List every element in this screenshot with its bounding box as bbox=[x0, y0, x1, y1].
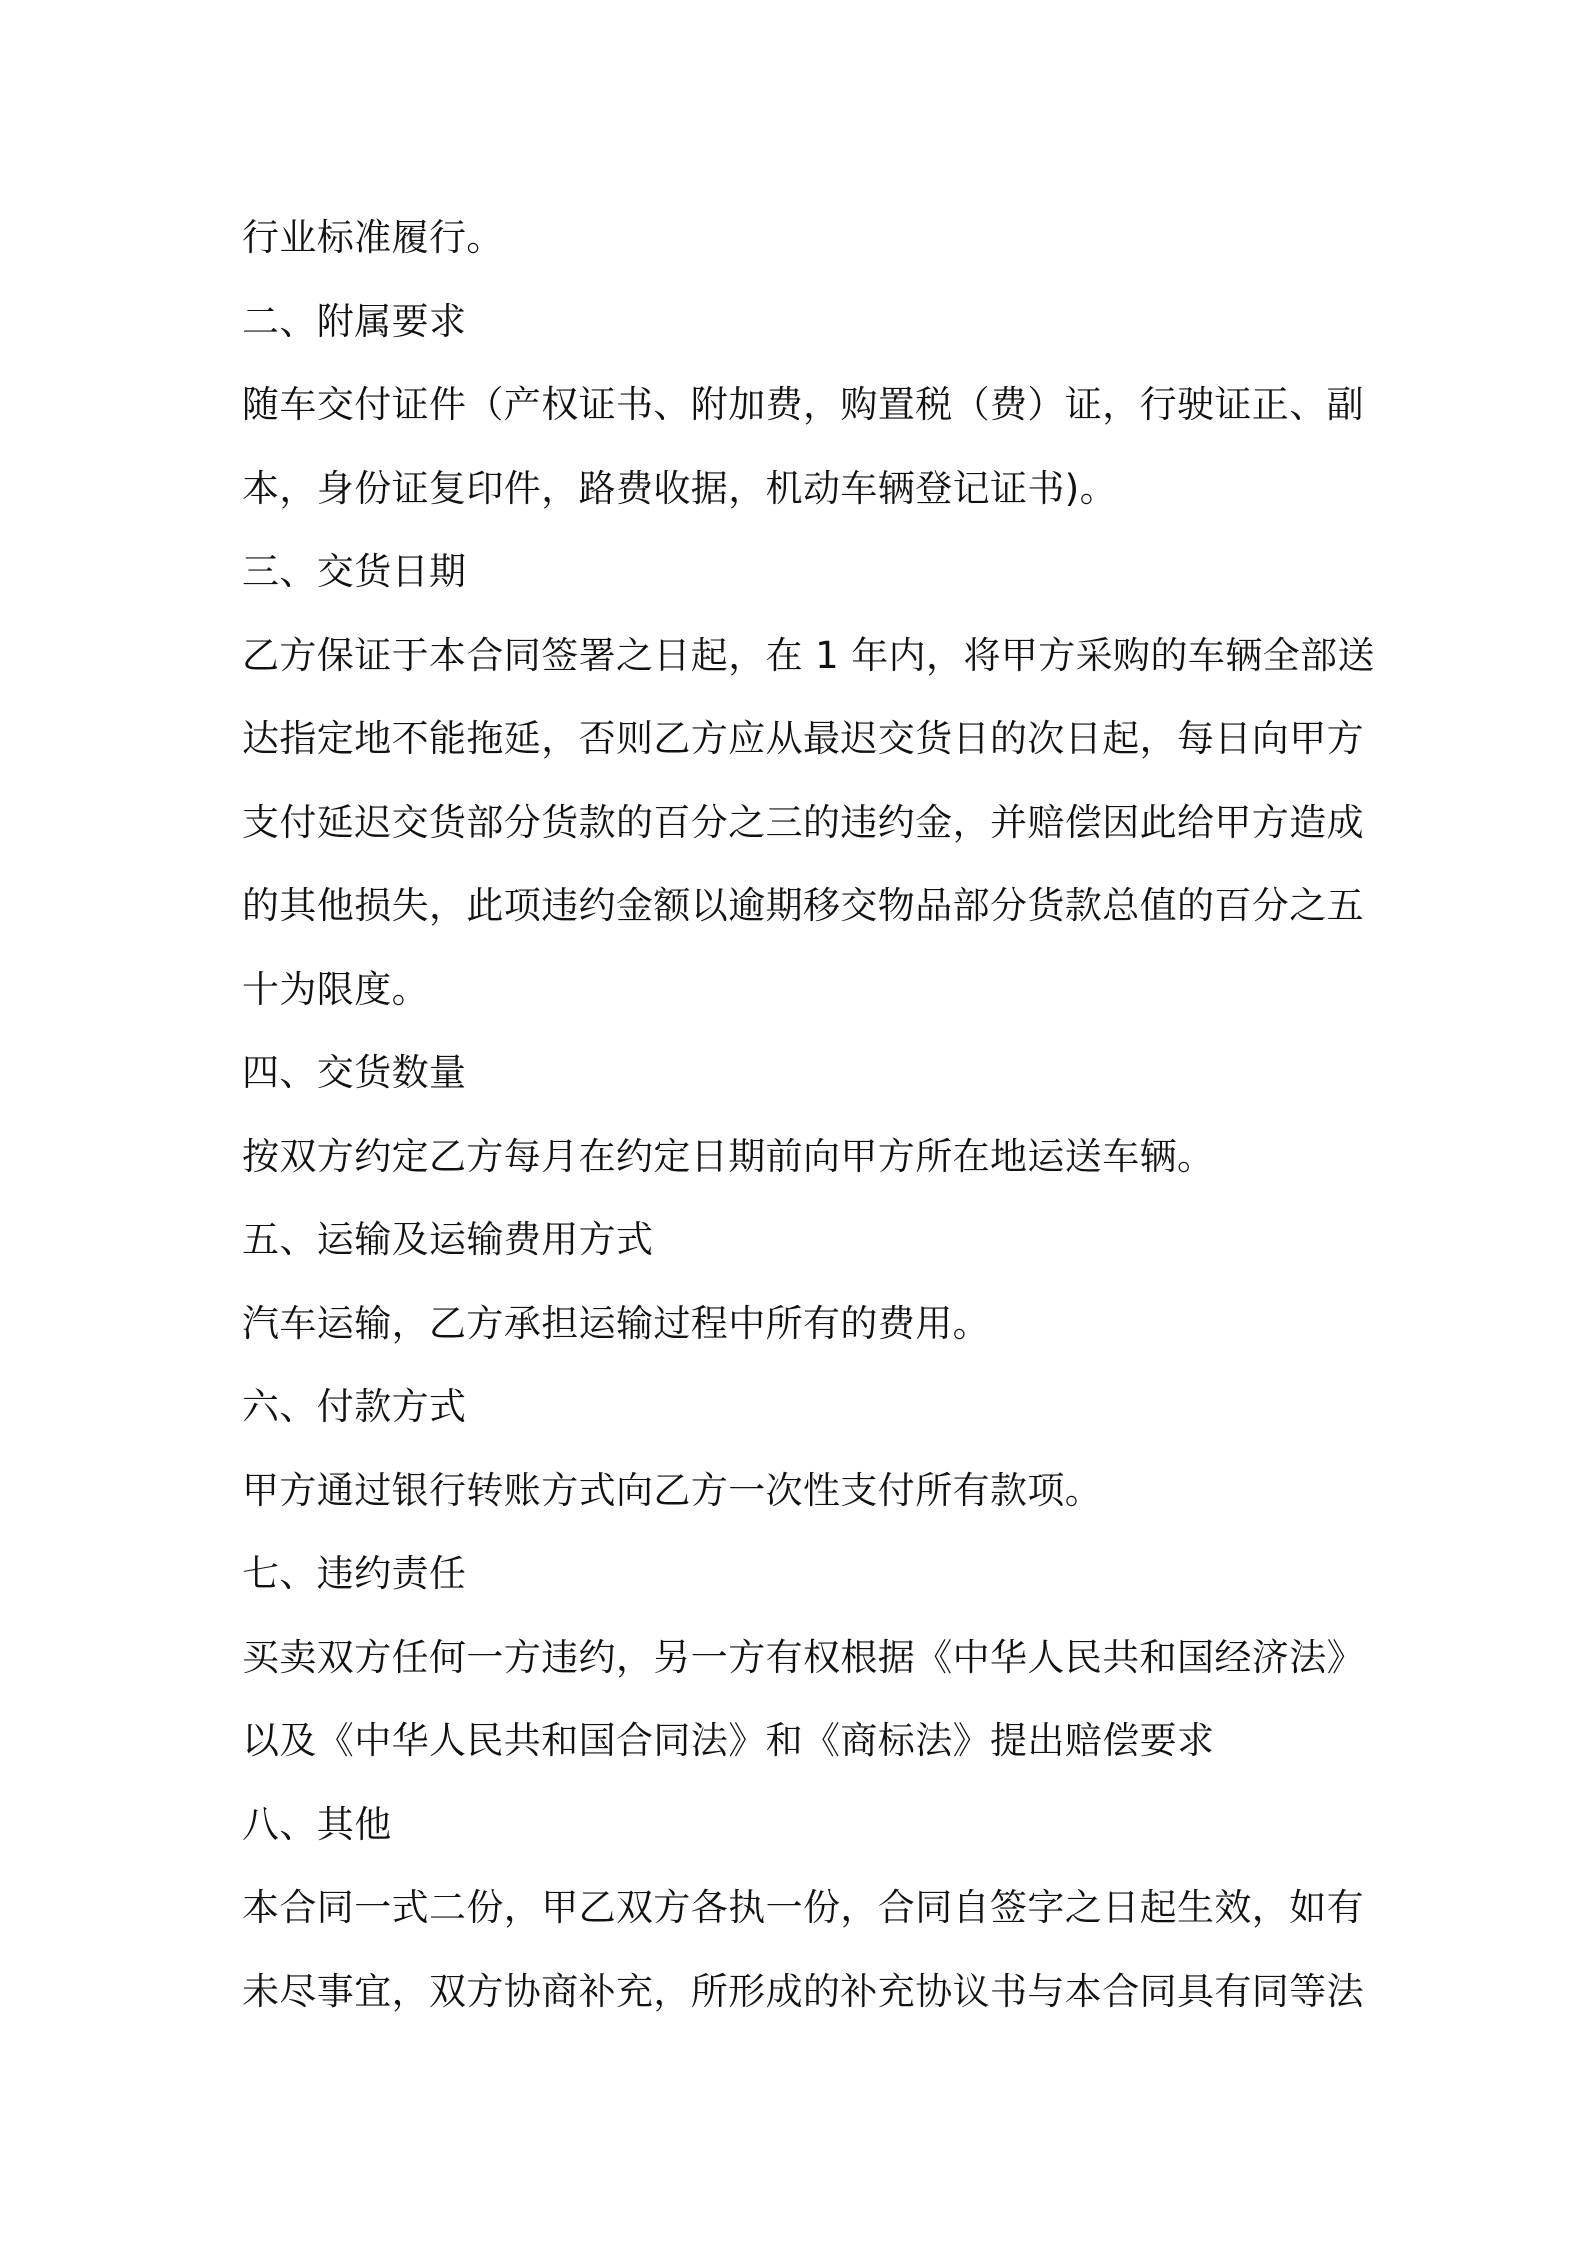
paragraph-line: 支付延迟交货部分货款的百分之三的违约金，并赔偿因此给甲方造成 bbox=[242, 800, 1364, 844]
paragraph-line: 未尽事宜，双方协商补充，所形成的补充协议书与本合同具有同等法 bbox=[242, 1969, 1364, 2013]
section-heading-payment: 六、付款方式 bbox=[242, 1385, 467, 1428]
paragraph-line: 买卖双方任何一方违约，另一方有权根据《中华人民共和国经济法》 bbox=[242, 1635, 1364, 1679]
paragraph-line: 本合同一式二份，甲乙双方各执一份，合同自签字之日起生效，如有 bbox=[242, 1886, 1364, 1929]
paragraph-line: 达指定地不能拖延，否则乙方应从最迟交货日的次日起，每日向甲方 bbox=[242, 717, 1364, 760]
section-heading-appendix-requirements: 二、附属要求 bbox=[242, 299, 467, 343]
paragraph-line: 随车交付证件（产权证书、附加费，购置税（费）证，行驶证正、副 bbox=[242, 383, 1364, 426]
paragraph-line: 十为限度。 bbox=[242, 967, 429, 1011]
paragraph-line: 甲方通过银行转账方式向乙方一次性支付所有款项。 bbox=[242, 1468, 1103, 1512]
section-heading-other: 八、其他 bbox=[242, 1802, 392, 1846]
paragraph-line: 本，身份证复印件，路费收据，机动车辆登记证书)。 bbox=[242, 466, 1118, 510]
paragraph-line: 以及《中华人民共和国合同法》和《商标法》提出赔偿要求 bbox=[242, 1719, 1215, 1762]
section-heading-liability: 七、违约责任 bbox=[242, 1552, 467, 1595]
paragraph-line: 按双方约定乙方每月在约定日期前向甲方所在地运送车辆。 bbox=[242, 1134, 1215, 1178]
paragraph-line: 的其他损失，此项违约金额以逾期移交物品部分货款总值的百分之五 bbox=[242, 884, 1364, 927]
paragraph-line: 汽车运输，乙方承担运输过程中所有的费用。 bbox=[242, 1301, 990, 1345]
section-heading-delivery-quantity: 四、交货数量 bbox=[242, 1051, 467, 1094]
paragraph-line: 行业标准履行。 bbox=[242, 216, 504, 259]
section-heading-transport: 五、运输及运输费用方式 bbox=[242, 1218, 654, 1261]
contract-body bbox=[242, 196, 1375, 2033]
paragraph-line: 乙方保证于本合同签署之日起，在 1 年内，将甲方采购的车辆全部送 bbox=[242, 633, 1375, 677]
section-heading-delivery-date: 三、交货日期 bbox=[242, 550, 467, 593]
